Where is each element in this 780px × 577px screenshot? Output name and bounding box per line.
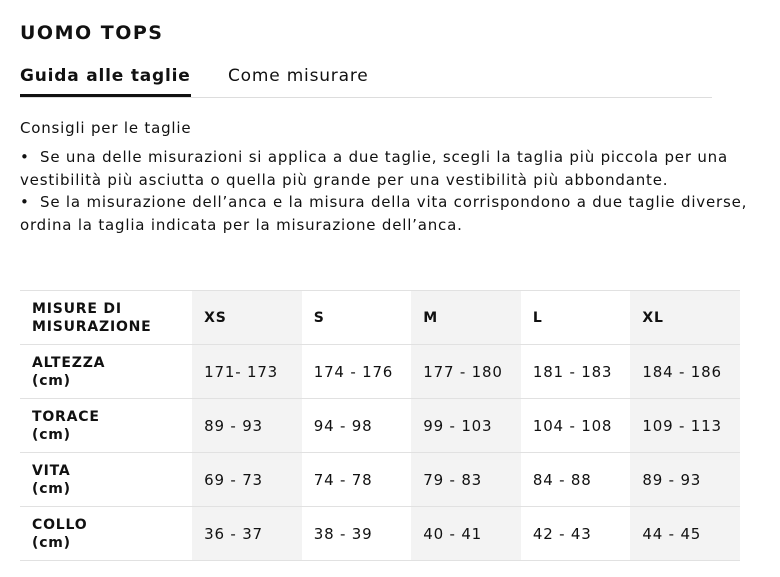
row-label: VITA [32, 462, 71, 479]
row-label-cell [20, 399, 192, 453]
table-row [20, 399, 740, 453]
tab-how-to-measure[interactable]: Come misurare [228, 66, 369, 86]
column-header-xs: XS [192, 291, 302, 345]
table-row [20, 507, 740, 561]
bullet-icon: • [20, 193, 30, 211]
row-label-cell [20, 507, 192, 561]
table-cell: 74 - 78 [302, 453, 412, 507]
table-cell: 171- 173 [192, 345, 302, 399]
column-header-l: L [521, 291, 631, 345]
column-header-s: S [302, 291, 412, 345]
row-unit: (cm) [32, 426, 71, 443]
tip-line [20, 169, 780, 192]
column-header-m: M [411, 291, 521, 345]
row-label-cell [20, 453, 192, 507]
size-chart-table [20, 290, 740, 561]
tab-bar [20, 66, 712, 98]
table-cell: 69 - 73 [192, 453, 302, 507]
row-label: COLLO [32, 516, 88, 533]
row-label: TORACE [32, 408, 100, 425]
row-unit: (cm) [32, 480, 71, 497]
row-unit: (cm) [32, 534, 71, 551]
table-cell: 89 - 93 [192, 399, 302, 453]
table-cell: 89 - 93 [630, 453, 740, 507]
tip-line [20, 191, 780, 214]
header-measurement-label [20, 291, 192, 345]
tip-text: ordina la taglia indicata per la misurazione dell’anca. [20, 215, 463, 234]
page-title: UOMO TOPS [20, 22, 164, 44]
row-label-cell [20, 345, 192, 399]
table-cell: 40 - 41 [411, 507, 521, 561]
tip-text: vestibilità più asciutta o quella più grande per una vestibilità più abbondante. [20, 170, 669, 189]
table-cell: 84 - 88 [521, 453, 631, 507]
table-cell: 42 - 43 [521, 507, 631, 561]
table-row [20, 453, 740, 507]
table-cell: 36 - 37 [192, 507, 302, 561]
tip-text: Se una delle misurazioni si applica a due taglie, scegli la taglia più piccola per una [40, 148, 728, 166]
bullet-icon: • [20, 148, 30, 166]
tip-line [20, 146, 780, 169]
table-cell: 177 - 180 [411, 345, 521, 399]
tips-list [20, 146, 780, 236]
table-cell: 79 - 83 [411, 453, 521, 507]
table-cell: 174 - 176 [302, 345, 412, 399]
table-cell: 184 - 186 [630, 345, 740, 399]
row-unit: (cm) [32, 372, 71, 389]
header-label-line1: MISURE DI [32, 300, 122, 317]
table-cell: 38 - 39 [302, 507, 412, 561]
tip-text: Se la misurazione dell’anca e la misura della vita corrispondono a due taglie diverse, [40, 193, 748, 211]
column-header-xl: XL [630, 291, 740, 345]
table-cell: 44 - 45 [630, 507, 740, 561]
table-row [20, 345, 740, 399]
table-header-row [20, 291, 740, 345]
table-cell: 99 - 103 [411, 399, 521, 453]
row-label: ALTEZZA [32, 354, 106, 371]
tips-heading: Consigli per le taglie [20, 119, 192, 137]
table-cell: 109 - 113 [630, 399, 740, 453]
tab-size-guide[interactable]: Guida alle taglie [20, 66, 191, 97]
tip-line [20, 214, 780, 237]
table-cell: 181 - 183 [521, 345, 631, 399]
table-cell: 104 - 108 [521, 399, 631, 453]
table-cell: 94 - 98 [302, 399, 412, 453]
header-label-line2: MISURAZIONE [32, 318, 152, 335]
